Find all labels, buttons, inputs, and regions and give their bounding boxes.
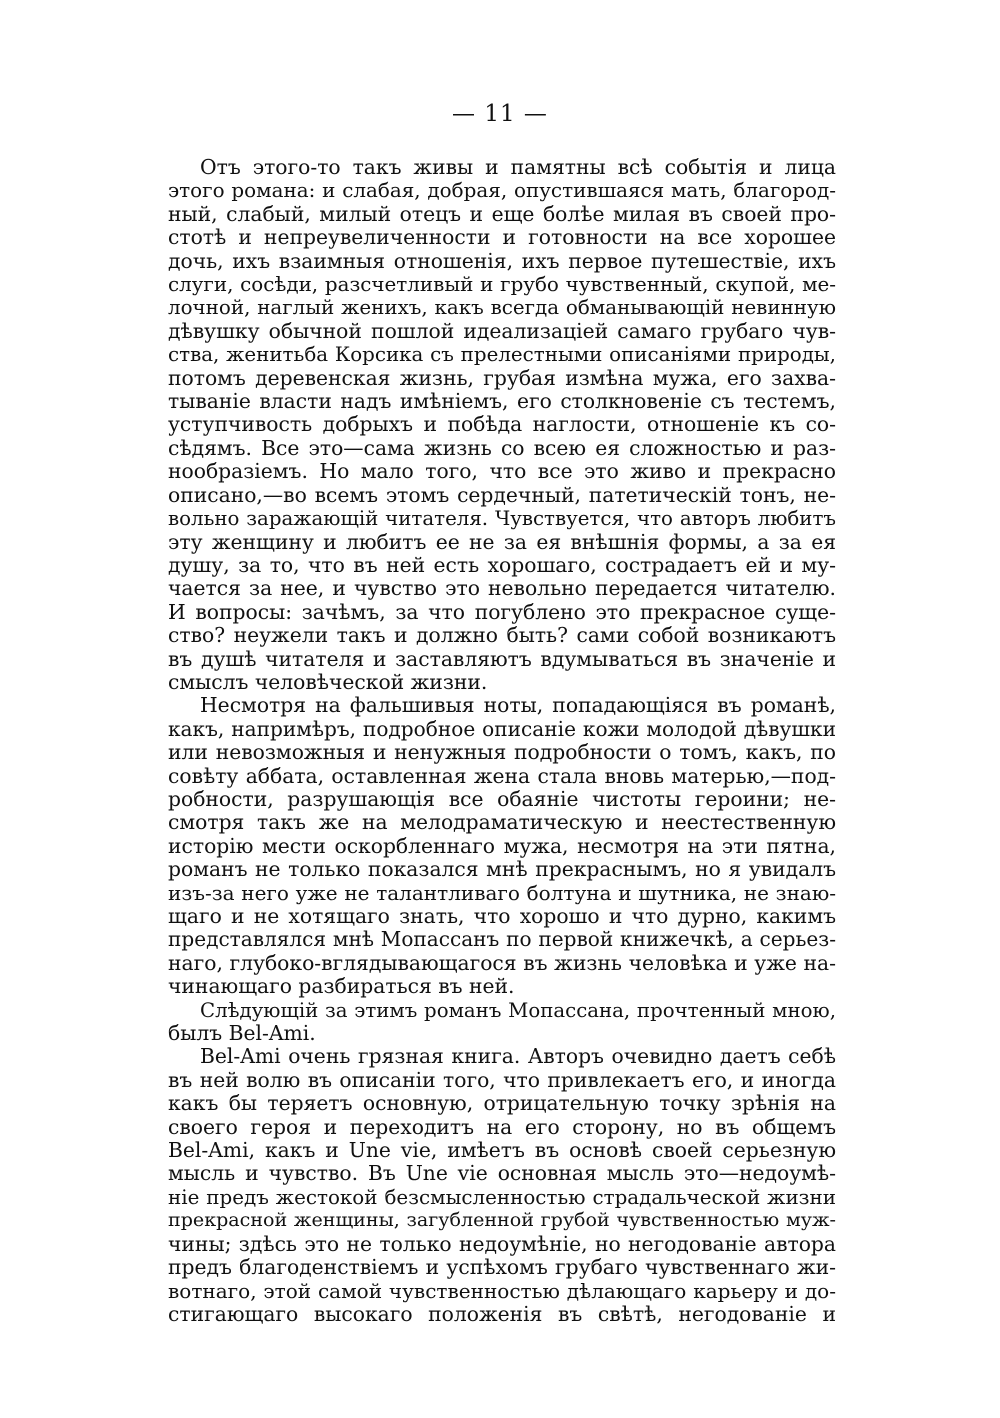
- text-line: своего героя и переходитъ на его сторону, но въ общемъ: [168, 1114, 836, 1139]
- text-line: или невозможныя и ненужныя подробности о томъ, какъ, по: [168, 740, 836, 765]
- text-line: сѣдямъ. Все это—сама жизнь со всею ея сложностью и раз-: [168, 435, 836, 460]
- page-number: — 11 —: [452, 101, 548, 127]
- text-line: предъ благоденствіемъ и успѣхомъ грубаго чувственнаго жи-: [168, 1255, 836, 1280]
- text-line: робности, разрушающія все обаяніе чистоты героини; не-: [168, 786, 836, 811]
- text-line: представлялся мнѣ Мопассанъ по первой книжечкѣ, а серьез-: [168, 927, 836, 952]
- text-line: дѣвушку обычной пошлой идеализаціей самаго грубаго чув-: [168, 318, 836, 343]
- paragraph: [168, 999, 836, 1046]
- text-line: смыслъ человѣческой жизни.: [168, 669, 488, 694]
- text-line: какъ, напримѣръ, подробное описаніе кожи молодой дѣвушки: [168, 716, 836, 741]
- text-line: какъ бы теряетъ основную, отрицательную точку зрѣнія на: [168, 1091, 836, 1116]
- text-line: въ ней волю въ описаніи того, что привлекаетъ его, и иногда: [168, 1067, 836, 1092]
- text-line: щаго и не хотящаго знать, что хорошо и что дурно, какимъ: [168, 904, 836, 928]
- text-line: стотѣ и непреувеличенности и готовности на все хорошее: [168, 225, 836, 250]
- text-line: Слѣдующій за этимъ романъ Мопассана, прочтенный мною,: [200, 998, 836, 1022]
- paragraph: [168, 156, 836, 694]
- text-line: изъ-за него уже не талантливаго болтуна и шутника, не знаю-: [168, 880, 836, 905]
- text-line: вотнаго, этой самой чувственностью дѣлающаго карьеру и до-: [168, 1278, 836, 1303]
- text-line: уступчивость добрыхъ и побѣда наглости, отношеніе къ со-: [168, 412, 836, 437]
- text-line: дочь, ихъ взаимныя отношенія, ихъ первое путешествіе, ихъ: [168, 248, 836, 273]
- text-line: ство? неужели такъ и должно быть? сами собой возникаютъ: [168, 623, 836, 648]
- text-line: нообразіемъ. Но мало того, что все это живо и прекрасно: [168, 459, 836, 484]
- text-line: мысль и чувство. Въ Une vie основная мысль это—недоумѣ-: [168, 1161, 836, 1186]
- text-line: душу, за то, что въ ней есть хорошаго, сострадаетъ ей и му-: [168, 552, 836, 577]
- text-line: наго, глубоко-вглядывающагося въ жизнь человѣка и уже на-: [168, 950, 836, 975]
- text-line: чается за нее, и чувство это невольно передается читателю.: [168, 576, 836, 601]
- text-line: лочной, наглый женихъ, какъ всегда обманывающій невинную: [168, 296, 836, 320]
- text-line: ства, женитьба Корсика съ прелестными описаніями природы,: [168, 343, 836, 367]
- text-line: былъ Bel-Ami.: [168, 1021, 316, 1046]
- text-line: вольно заражающій читателя. Чувствуется, что авторъ любитъ: [168, 507, 836, 531]
- text-line: романъ не только показался мнѣ прекраснымъ, но я увидалъ: [168, 857, 836, 882]
- text-line: смотря такъ же на мелодраматическую и неестественную: [168, 810, 836, 835]
- text-line: описано,—во всемъ этомъ сердечный, патетическій тонъ, не-: [168, 482, 836, 507]
- text-line: Отъ этого-то такъ живы и памятны всѣ событія и лица: [200, 155, 836, 179]
- text-line: прекрасной женщины, загубленной грубой чувственностью муж-: [168, 1209, 836, 1232]
- body-text: [168, 156, 836, 1326]
- text-line: совѣту аббата, оставленная жена стала вновь матерью,—под-: [168, 763, 836, 788]
- text-line: чинающаго разбираться въ ней.: [168, 974, 515, 999]
- paragraph: [168, 694, 836, 998]
- text-line: И вопросы: зачѣмъ, за что погублено это прекрасное суще-: [168, 599, 836, 624]
- text-line: эту женщину и любитъ ее не за ея внѣшнія формы, а за ея: [168, 529, 836, 554]
- text-line: этого романа: и слабая, добрая, опустившаяся мать, благород-: [168, 179, 836, 203]
- text-line: Bel-Ami очень грязная книга. Авторъ очевидно даетъ себѣ: [200, 1044, 836, 1069]
- text-line: тываніе власти надъ имѣніемъ, его столкновеніе съ тестемъ,: [168, 389, 836, 414]
- text-line: ный, слабый, милый отецъ и еще болѣе милая въ своей про-: [168, 201, 836, 226]
- text-line: Несмотря на фальшивыя ноты, попадающіяся въ романѣ,: [200, 693, 836, 718]
- text-line: Bel-Ami, какъ и Une vie, имѣетъ въ основѣ своей серьезную: [168, 1138, 836, 1163]
- text-line: потомъ деревенская жизнь, грубая измѣна мужа, его захва-: [168, 365, 836, 390]
- text-line: исторію мести оскорбленнаго мужа, несмотря на эти пятна,: [168, 833, 836, 858]
- text-line: ніе предъ жестокой безсмысленностью страдальческой жизни: [168, 1185, 836, 1209]
- text-line: слуги, сосѣди, разсчетливый и грубо чувственный, скупой, ме-: [168, 273, 836, 297]
- text-line: стигающаго высокаго положенія въ свѣтѣ, негодованіе и: [168, 1301, 836, 1326]
- text-line: въ душѣ читателя и заставляютъ вдумываться въ значеніе и: [168, 646, 836, 671]
- text-line: чины; здѣсь это не только недоумѣніе, но негодованіе автора: [168, 1231, 836, 1256]
- paragraph: [168, 1045, 836, 1326]
